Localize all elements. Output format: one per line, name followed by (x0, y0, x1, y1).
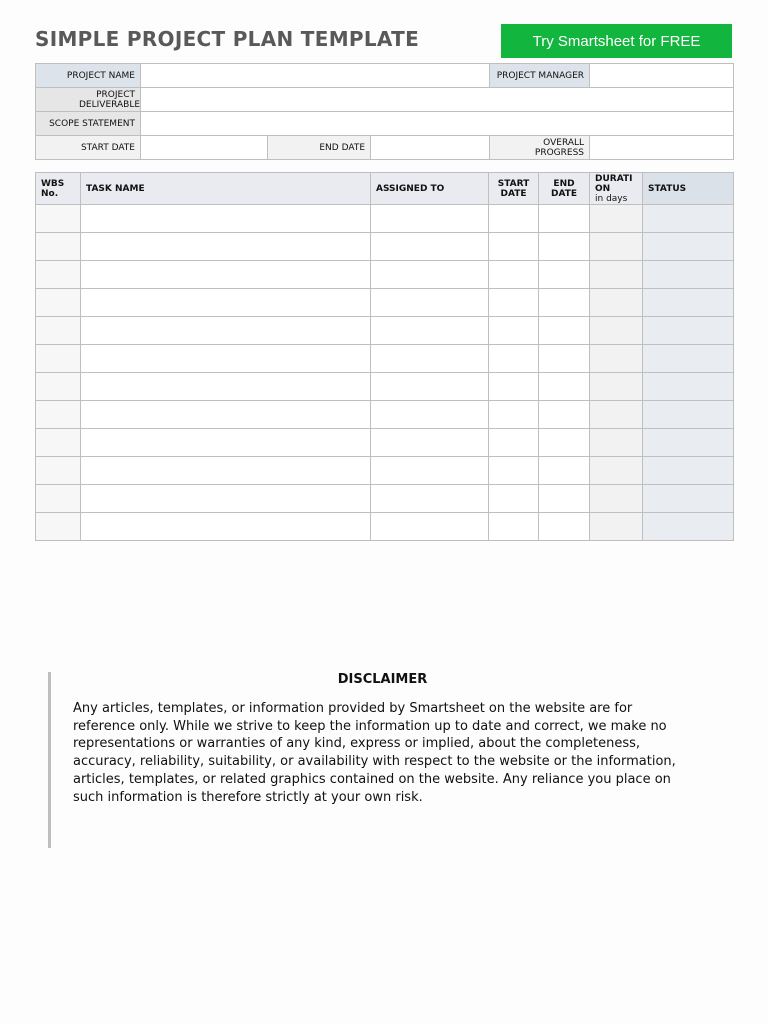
col-wbs (36, 173, 81, 205)
start-date-cell[interactable] (489, 401, 539, 429)
col-duration-text: DURATION (595, 173, 633, 194)
scope-statement-field[interactable] (141, 112, 734, 136)
end-date-cell[interactable] (539, 429, 590, 457)
task-name-cell[interactable] (81, 317, 371, 345)
col-assigned-to: ASSIGNED TO (371, 173, 489, 205)
duration-cell[interactable] (590, 345, 643, 373)
status-cell[interactable] (643, 429, 734, 457)
end-date-cell[interactable] (539, 345, 590, 373)
col-duration (590, 173, 643, 205)
end-date-cell[interactable] (539, 457, 590, 485)
end-date-cell[interactable] (539, 205, 590, 233)
end-date-cell[interactable] (539, 373, 590, 401)
wbs-cell[interactable] (36, 485, 81, 513)
wbs-cell[interactable] (36, 233, 81, 261)
assigned-to-cell[interactable] (371, 457, 489, 485)
end-date-field[interactable] (371, 136, 490, 160)
try-smartsheet-button[interactable]: Try Smartsheet for FREE (501, 24, 732, 58)
overall-progress-label (490, 136, 590, 160)
start-date-cell[interactable] (489, 261, 539, 289)
overall-progress-text: OVERALL PROGRESS (534, 137, 585, 158)
end-date-cell[interactable] (539, 317, 590, 345)
end-date-cell[interactable] (539, 485, 590, 513)
wbs-cell[interactable] (36, 401, 81, 429)
end-date-cell[interactable] (539, 513, 590, 541)
start-date-cell[interactable] (489, 233, 539, 261)
task-name-cell[interactable] (81, 457, 371, 485)
page-title: SIMPLE PROJECT PLAN TEMPLATE (35, 27, 420, 51)
task-name-cell[interactable] (81, 429, 371, 457)
duration-cell[interactable] (590, 457, 643, 485)
duration-cell[interactable] (590, 317, 643, 345)
status-cell[interactable] (643, 345, 734, 373)
table-row (36, 373, 734, 401)
start-date-cell[interactable] (489, 345, 539, 373)
table-row (36, 401, 734, 429)
task-rows (36, 205, 734, 541)
task-name-cell[interactable] (81, 345, 371, 373)
end-date-cell[interactable] (539, 401, 590, 429)
status-cell[interactable] (643, 513, 734, 541)
table-row (36, 429, 734, 457)
start-date-label: START DATE (36, 136, 141, 160)
duration-cell[interactable] (590, 233, 643, 261)
project-name-label: PROJECT NAME (36, 64, 141, 88)
wbs-cell[interactable] (36, 261, 81, 289)
col-start-date (489, 173, 539, 205)
disclaimer-box (48, 672, 691, 848)
status-cell[interactable] (643, 233, 734, 261)
task-name-cell[interactable] (81, 485, 371, 513)
start-date-cell[interactable] (489, 429, 539, 457)
scope-statement-label: SCOPE STATEMENT (36, 112, 141, 136)
start-date-field[interactable] (141, 136, 268, 160)
assigned-to-cell[interactable] (371, 401, 489, 429)
duration-cell[interactable] (590, 261, 643, 289)
wbs-cell[interactable] (36, 513, 81, 541)
end-date-cell[interactable] (539, 261, 590, 289)
task-name-cell[interactable] (81, 513, 371, 541)
table-row (36, 205, 734, 233)
wbs-cell[interactable] (36, 373, 81, 401)
assigned-to-cell[interactable] (371, 513, 489, 541)
project-manager-label: PROJECT MANAGER (490, 64, 590, 88)
wbs-cell[interactable] (36, 429, 81, 457)
status-cell[interactable] (643, 289, 734, 317)
project-deliverable-label (36, 88, 141, 112)
duration-cell[interactable] (590, 401, 643, 429)
col-start-date-text: START DATE (497, 178, 530, 199)
task-name-cell[interactable] (81, 373, 371, 401)
task-name-cell[interactable] (81, 289, 371, 317)
disclaimer-body: Any articles, templates, or information provided by Smartsheet on the website are for reference only. While we strive to keep the information up to date and correct, we make no representations or warranties of any kind, express or implied, about the completeness, accuracy, reliability, suitability, or availability with respect to the website or the information, articles, templates, or related graphics contained on the website. Any reliance you place on such information is therefore strictly at your own risk. (73, 701, 676, 805)
col-end-date (539, 173, 590, 205)
task-name-cell[interactable] (81, 205, 371, 233)
end-date-cell[interactable] (539, 289, 590, 317)
project-name-field[interactable] (141, 64, 490, 88)
table-row (36, 485, 734, 513)
status-cell[interactable] (643, 485, 734, 513)
col-wbs-text: WBS No. (41, 178, 65, 199)
disclaimer-title: DISCLAIMER (337, 672, 428, 687)
start-date-cell[interactable] (489, 485, 539, 513)
start-date-cell[interactable] (489, 513, 539, 541)
assigned-to-cell[interactable] (371, 485, 489, 513)
project-info-table (35, 63, 734, 160)
status-cell[interactable] (643, 261, 734, 289)
assigned-to-cell[interactable] (371, 429, 489, 457)
assigned-to-cell[interactable] (371, 205, 489, 233)
duration-cell[interactable] (590, 485, 643, 513)
table-row (36, 317, 734, 345)
assigned-to-cell[interactable] (371, 345, 489, 373)
status-cell[interactable] (643, 205, 734, 233)
start-date-cell[interactable] (489, 205, 539, 233)
start-date-cell[interactable] (489, 373, 539, 401)
start-date-cell[interactable] (489, 457, 539, 485)
task-name-cell[interactable] (81, 261, 371, 289)
duration-cell[interactable] (590, 513, 643, 541)
table-row (36, 513, 734, 541)
overall-progress-field[interactable] (590, 136, 734, 160)
wbs-cell[interactable] (36, 205, 81, 233)
table-row (36, 261, 734, 289)
col-status: STATUS (643, 173, 734, 205)
wbs-cell[interactable] (36, 289, 81, 317)
project-deliverable-field[interactable] (141, 88, 734, 112)
status-cell[interactable] (643, 373, 734, 401)
col-task-name: TASK NAME (81, 173, 371, 205)
status-cell[interactable] (643, 457, 734, 485)
table-row (36, 457, 734, 485)
assigned-to-cell[interactable] (371, 373, 489, 401)
col-duration-sub: in days (595, 193, 628, 204)
task-table (35, 172, 734, 541)
assigned-to-cell[interactable] (371, 261, 489, 289)
table-row (36, 345, 734, 373)
table-row (36, 233, 734, 261)
assigned-to-cell[interactable] (371, 289, 489, 317)
start-date-cell[interactable] (489, 317, 539, 345)
start-date-cell[interactable] (489, 289, 539, 317)
status-cell[interactable] (643, 317, 734, 345)
project-manager-field[interactable] (590, 64, 734, 88)
end-date-label: END DATE (268, 136, 371, 160)
table-row (36, 289, 734, 317)
project-deliverable-text: PROJECT DELIVERABLE (79, 89, 141, 110)
duration-cell[interactable] (590, 373, 643, 401)
status-cell[interactable] (643, 401, 734, 429)
wbs-cell[interactable] (36, 457, 81, 485)
task-name-cell[interactable] (81, 401, 371, 429)
task-name-cell[interactable] (81, 233, 371, 261)
duration-cell[interactable] (590, 429, 643, 457)
end-date-cell[interactable] (539, 233, 590, 261)
wbs-cell[interactable] (36, 345, 81, 373)
assigned-to-cell[interactable] (371, 317, 489, 345)
wbs-cell[interactable] (36, 317, 81, 345)
assigned-to-cell[interactable] (371, 233, 489, 261)
duration-cell[interactable] (590, 289, 643, 317)
col-end-date-text: END DATE (550, 178, 578, 199)
duration-cell[interactable] (590, 205, 643, 233)
